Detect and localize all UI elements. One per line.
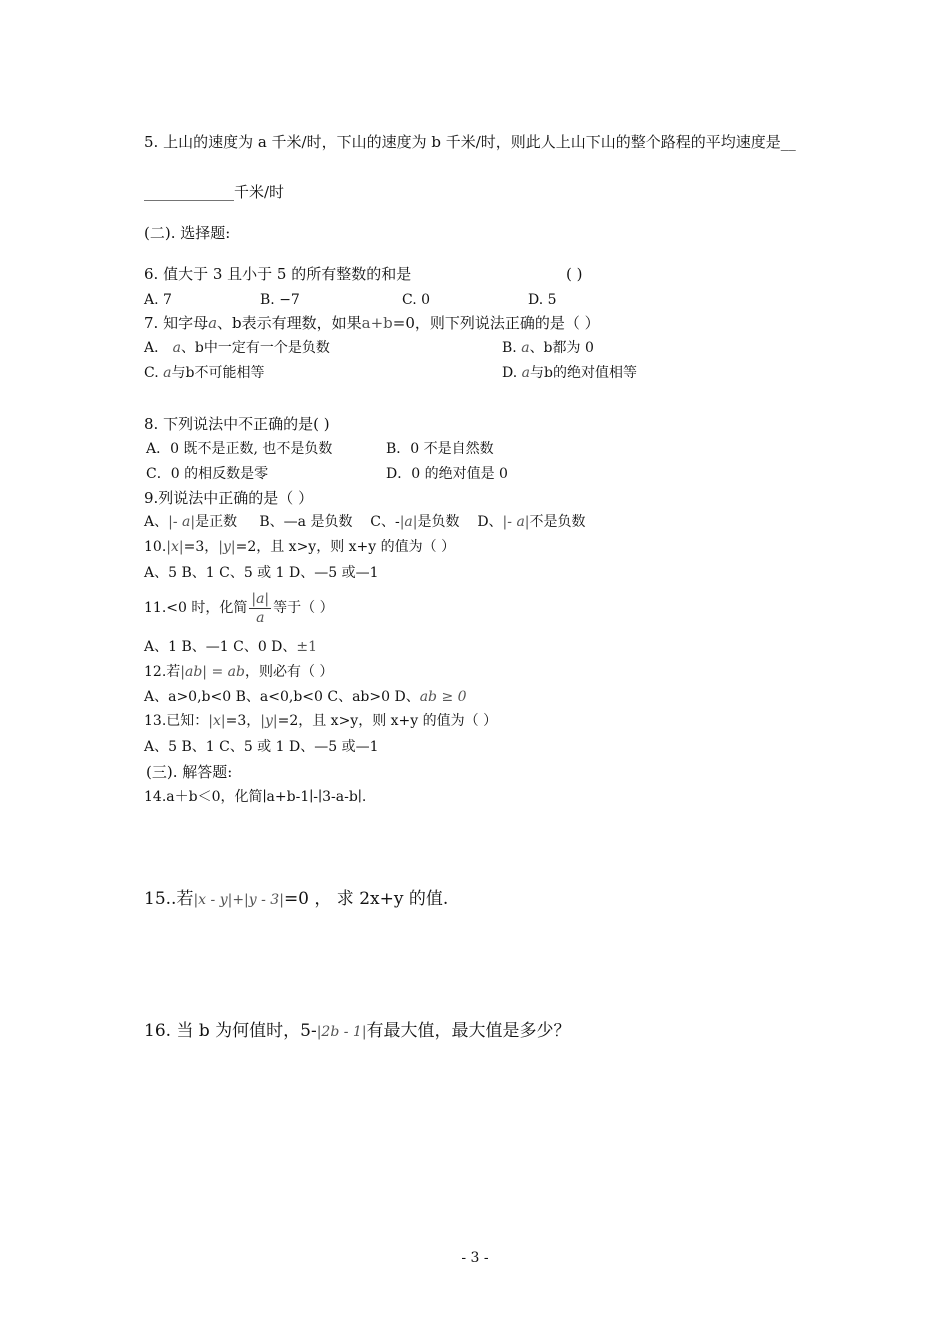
q16-text1: 16. 当 b 为何值时，5-: [144, 1021, 317, 1041]
q11-numerator: |a|: [251, 590, 270, 607]
q9-option-a-label: A、: [144, 514, 169, 530]
q13-options: A、5 B、1 C、5 或 1 D、—5 或—1: [144, 739, 379, 755]
q10-text1: =3，: [183, 539, 219, 555]
q15-text2: =0 ， 求 2x+y 的值.: [283, 889, 449, 909]
q6-option-d: D. 5: [528, 292, 557, 308]
q13-text2: =3，: [225, 713, 261, 729]
q9-option-b: B、—a 是负数: [259, 514, 353, 530]
q8-stem: 8. 下列说法中不正确的是( ): [144, 415, 330, 433]
q13-text1: 13.已知：: [144, 713, 209, 729]
q12-text1: 12.若: [144, 664, 181, 680]
q9-options: [144, 512, 586, 532]
q5-line1: 5. 上山的速度为 a 千米/时，下山的速度为 b 千米/时，则此人上山下山的整个路程的平均速度是__: [144, 133, 796, 151]
q9-option-d-label: D、: [477, 514, 503, 530]
q11-text1: 11.<0 时，化简: [144, 600, 248, 616]
q7-option-b-label: B.: [502, 340, 517, 356]
q7-option-d-var: a: [521, 365, 530, 381]
q13-abs-y: |y|: [260, 713, 278, 729]
q10-text2: =2，且 x>y，则 x+y 的值为（ ）: [235, 539, 456, 555]
q7-option-d: [502, 363, 637, 383]
q12-option-d-math: ab ≥ 0: [419, 689, 467, 705]
q6-option-b: B. −7: [260, 292, 300, 308]
q13-text3: =2，且 x>y，则 x+y 的值为（ ）: [277, 713, 498, 729]
q7-option-c-var: a: [163, 365, 172, 381]
q16: [144, 1021, 571, 1042]
q7-option-d-label: D.: [502, 365, 518, 381]
q7-option-a-var: a: [172, 340, 181, 356]
q10-number: 10.: [144, 539, 167, 555]
q9-option-a-text: 是正数: [195, 514, 238, 530]
section-solve-heading: (三). 解答题:: [146, 763, 233, 781]
q11-fraction: [249, 590, 271, 627]
q11-text2: 等于（ ）: [273, 600, 334, 616]
q7-stem-a: 7. 知字母: [144, 314, 209, 332]
q15: [144, 889, 448, 910]
q7-option-b: [502, 338, 594, 358]
q7-stem: [144, 313, 600, 333]
q7-option-c-label: C.: [144, 365, 159, 381]
q7-var-a: a: [208, 314, 218, 332]
q8-option-b: B．0 不是自然数: [386, 441, 494, 457]
q13-abs-x: |x|: [208, 713, 226, 729]
q7-option-c-text: 与b不可能相等: [171, 365, 265, 381]
q9-option-c-label: C、-: [370, 514, 400, 530]
q7-option-b-text: 、b都为 0: [529, 340, 594, 356]
q12-text2: ，则必有（ ）: [244, 664, 334, 680]
q8-option-c: C．0 的相反数是零: [146, 466, 269, 482]
q10-abs-x: |x|: [166, 539, 184, 555]
q11-options: [144, 637, 317, 657]
q15-math: |x - y|+|y - 3|: [193, 892, 284, 908]
q5-line2: ____________千米/时: [144, 183, 285, 201]
q7-option-c: [144, 363, 264, 383]
q6-option-a: A. 7: [144, 292, 172, 308]
q14: 14.a＋b＜0，化简∣a+b-1∣-∣3-a-b∣.: [144, 789, 367, 805]
q10-stem: [144, 537, 455, 557]
q6-stem: 6. 值大于 3 且小于 5 的所有整数的和是: [144, 265, 412, 283]
q9-option-d-math: |- a|: [502, 514, 530, 530]
q10-options: A、5 B、1 C、5 或 1 D、—5 或—1: [144, 565, 379, 581]
q7-option-b-var: a: [521, 340, 530, 356]
q10-abs-y: |y|: [218, 539, 236, 555]
q12-stem: [144, 662, 333, 682]
q16-math: |2b - 1|: [316, 1024, 367, 1040]
q7-expr: a+b: [361, 314, 393, 332]
q11-option-d-math: ±1: [296, 639, 318, 655]
section-choice-heading: (二). 选择题:: [144, 224, 231, 242]
page-number: - 3 -: [461, 1250, 489, 1266]
q7-option-a-text: 、b中一定有一个是负数: [180, 340, 330, 356]
q6-option-c: C. 0: [402, 292, 431, 308]
q11-denominator: a: [256, 609, 265, 626]
q6-paren: ( ): [566, 265, 583, 283]
q8-option-d: D．0 的绝对值是 0: [386, 466, 508, 482]
q13-stem: [144, 711, 497, 731]
q12-options: [144, 687, 467, 707]
q8-option-a: A．0 既不是正数, 也不是负数: [146, 441, 333, 457]
q7-option-d-text: 与b的绝对值相等: [530, 365, 637, 381]
q7-option-a: [144, 338, 330, 358]
q15-text1: 15..若: [144, 889, 194, 909]
q11-options-text: A、1 B、—1 C、0 D、: [144, 639, 297, 655]
q16-text2: 有最大值，最大值是多少？: [366, 1021, 571, 1041]
q9-option-a-math: |- a|: [168, 514, 196, 530]
q12-options-text: A、a>0,b<0 B、a<0,b<0 C、ab>0 D、: [144, 689, 420, 705]
q9-option-c-text: 是负数: [417, 514, 460, 530]
q12-math: |ab| = ab: [180, 664, 245, 680]
q11-stem: [144, 588, 334, 628]
q9-stem: 9.列说法中正确的是（ ）: [144, 489, 314, 507]
q7-option-a-label: A．: [144, 340, 169, 356]
q9-option-c-math: |a|: [399, 514, 418, 530]
q7-stem-c: =0，则下列说法正确的是（ ）: [392, 314, 600, 332]
q7-stem-b: 、b表示有理数，如果: [217, 314, 362, 332]
q9-option-d-text: 不是负数: [529, 514, 586, 530]
